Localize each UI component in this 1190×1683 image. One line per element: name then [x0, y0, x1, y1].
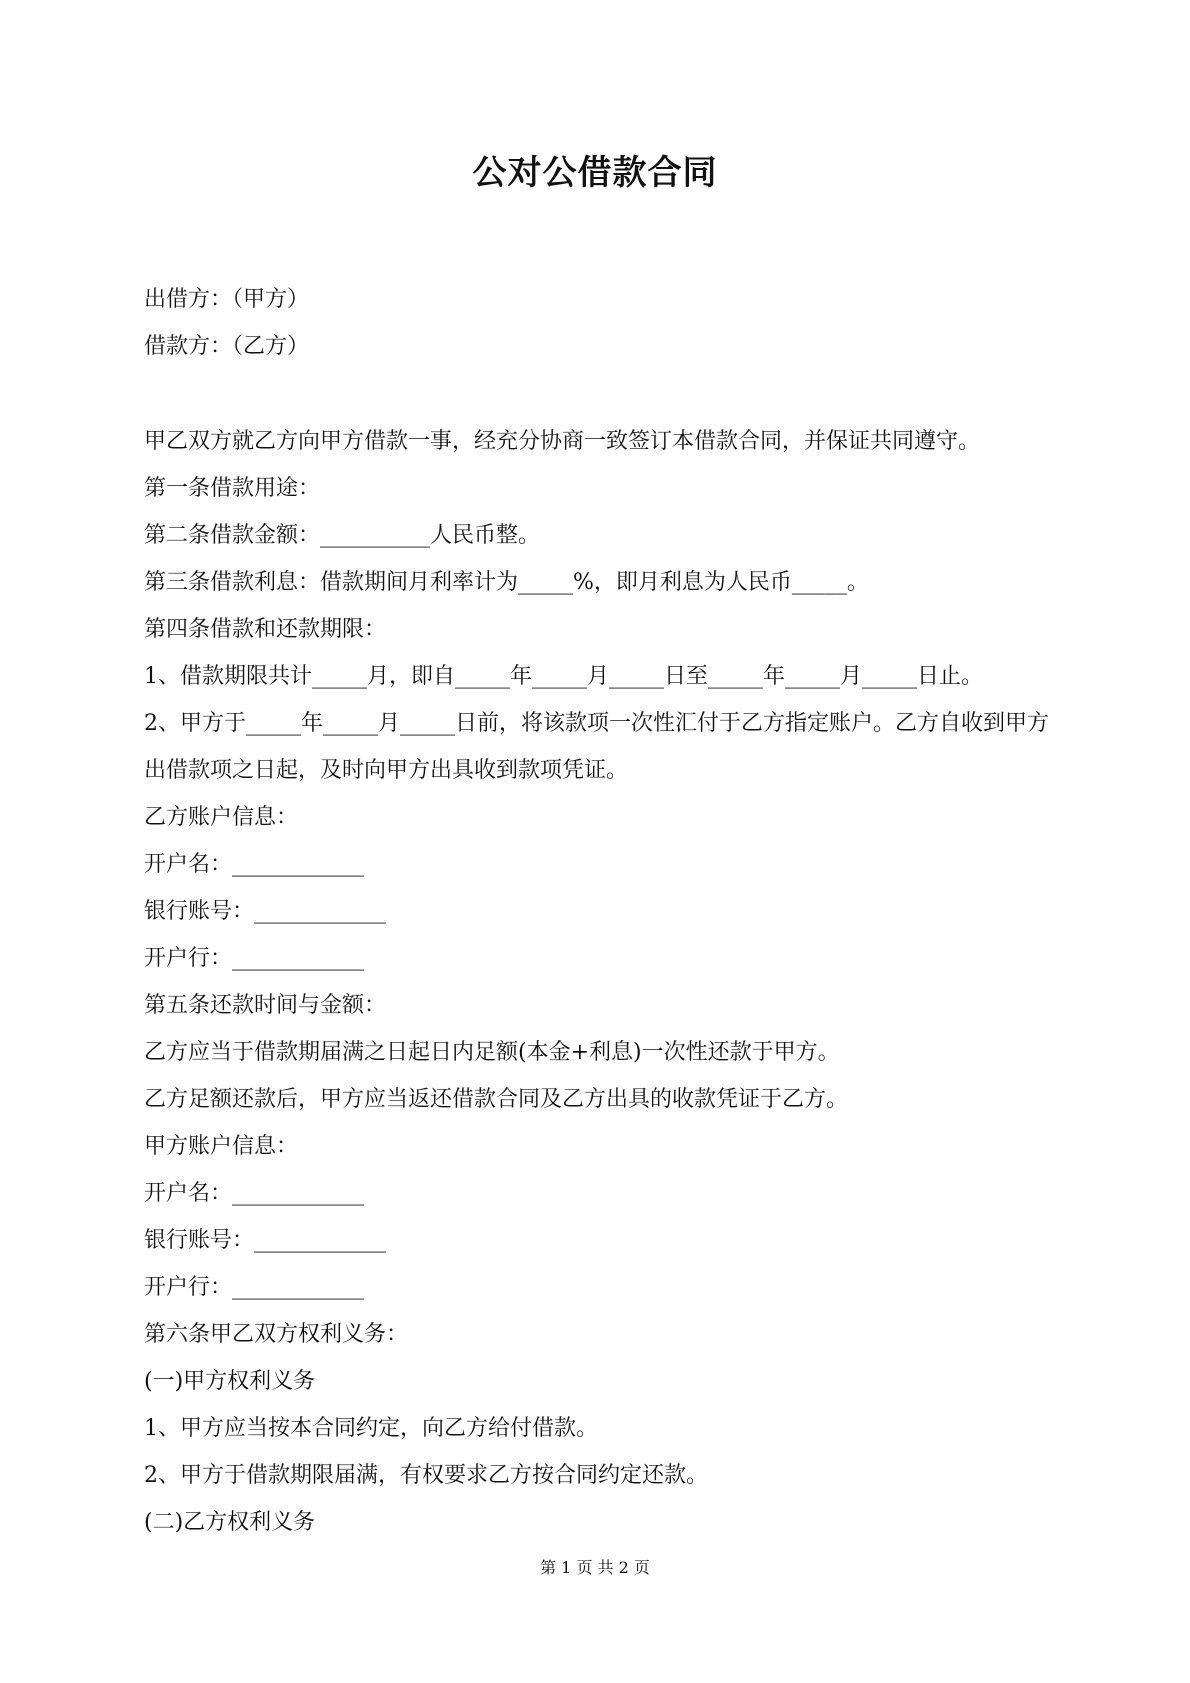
clause-line: 2、甲方于借款期限届满，有权要求乙方按合同约定还款。: [144, 1463, 708, 1488]
clause-line: 银行账号：____________: [144, 899, 387, 924]
intro-paragraph: 甲乙双方就乙方向甲方借款一事，经充分协商一致签订本借款合同，并保证共同遵守。: [144, 429, 981, 454]
clause-line: 第三条借款利息：借款期间月利率计为_____%，即月利息为人民币_____。: [144, 570, 869, 595]
clause-line: 开户名：____________: [144, 852, 365, 877]
clause-line: 1、甲方应当按本合同约定，向乙方给付借款。: [144, 1416, 598, 1441]
clause-line: 1、借款期限共计_____月，即自_____年_____月_____日至_____年_____月_____日止。: [144, 664, 983, 689]
clause-line: 乙方账户信息：: [144, 805, 299, 830]
clause-line: 开户行：____________: [144, 946, 365, 971]
clause-line: 第一条借款用途：: [144, 476, 321, 501]
document-body: [144, 276, 1064, 1546]
clause-line: 银行账号：____________: [144, 1228, 387, 1253]
page-number: 第 1 页 共 2 页: [540, 1558, 650, 1577]
clause-line: 第二条借款金额：__________人民币整。: [144, 523, 541, 548]
clause-line: 乙方应当于借款期届满之日起日内足额(本金+利息)一次性还款于甲方。: [144, 1040, 840, 1065]
lender-line: 出借方：（甲方）: [144, 287, 310, 312]
clause-line: 甲方账户信息：: [144, 1134, 299, 1159]
borrower-line: 借款方：（乙方）: [144, 334, 310, 359]
clause-line: 开户名：____________: [144, 1181, 365, 1206]
document-title: 公对公借款合同: [472, 153, 718, 193]
clause-line: 乙方足额还款后，甲方应当返还借款合同及乙方出具的收款凭证于乙方。: [144, 1087, 849, 1112]
clause-line: (一)甲方权利义务: [144, 1369, 316, 1394]
clause-line: 第五条还款时间与金额：: [144, 993, 387, 1018]
clause-line: (二)乙方权利义务: [144, 1510, 316, 1535]
clause-line: 第六条甲乙双方权利义务：: [144, 1322, 409, 1347]
clause-line: 第四条借款和还款期限：: [144, 617, 387, 642]
clause-line: 2、甲方于_____年_____月_____日前，将该款项一次性汇付于乙方指定账户。乙方自收到甲方出借款项之日起，及时向甲方出具收到款项凭证。: [144, 711, 1049, 783]
clause-line: 开户行：____________: [144, 1275, 365, 1300]
paragraph-gap: [144, 370, 1064, 418]
